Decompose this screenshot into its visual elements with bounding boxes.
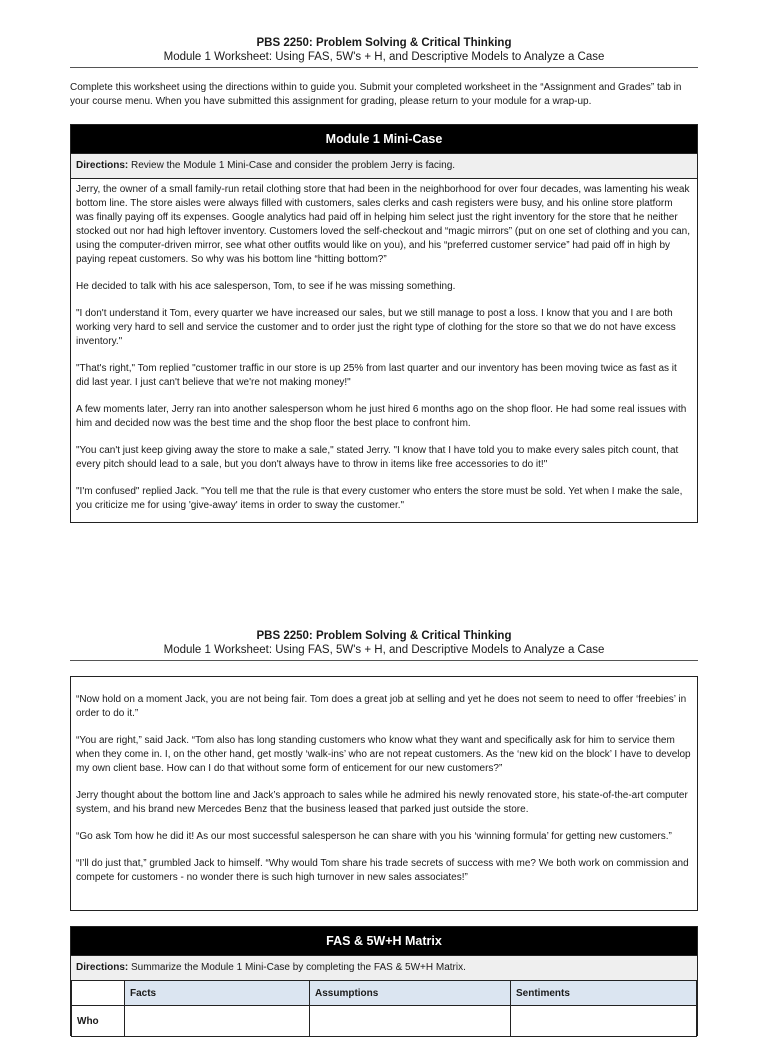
directions-label: Directions: bbox=[76, 160, 129, 171]
matrix-row-who bbox=[72, 1006, 697, 1037]
matrix-title: FAS & 5W+H Matrix bbox=[71, 927, 697, 955]
story-paragraph: “Go ask Tom how he did it! As our most successful salesperson he can share with you his ‘winning formula’ for getting new customers.” bbox=[76, 831, 672, 842]
cell-who-facts[interactable] bbox=[125, 1006, 310, 1037]
directions-text: Summarize the Module 1 Mini-Case by completing the FAS & 5W+H Matrix. bbox=[128, 962, 466, 973]
worksheet-subtitle: Module 1 Worksheet: Using FAS, 5W's + H, and Descriptive Models to Analyze a Case bbox=[163, 51, 605, 63]
story-paragraph: A few moments later, Jerry ran into another salesperson whom he just hired 6 months ago on the shop floor. He had some real issues with him and decided now was the best time and the shop floor the best place to confront him. bbox=[76, 404, 687, 429]
fas-5wh-matrix bbox=[71, 980, 697, 1037]
mini-case-title: Module 1 Mini-Case bbox=[71, 125, 697, 153]
directions-text: Review the Module 1 Mini-Case and consider the problem Jerry is facing. bbox=[128, 160, 456, 171]
matrix-directions bbox=[71, 955, 697, 980]
column-header-assumptions: Assumptions bbox=[310, 981, 511, 1006]
story-paragraph: "That's right," Tom replied "customer traffic in our store is up 25% from last quarter and our inventory has been moving twice as fast as it did last year. I just can't believe that we're not making money!" bbox=[76, 363, 677, 388]
story-paragraph: “Now hold on a moment Jack, you are not being fair. Tom does a great job at selling and yet he does not seem to need to offer ‘freebies’ in order to do it.” bbox=[76, 694, 687, 719]
cell-who-sentiments[interactable] bbox=[511, 1006, 697, 1037]
cell-who-assumptions[interactable] bbox=[310, 1006, 511, 1037]
story-paragraph: He decided to talk with his ace salesperson, Tom, to see if he was missing something. bbox=[76, 281, 456, 292]
story-paragraph: "I'm confused" replied Jack. "You tell me that the rule is that every customer who enters the store must be sold. Yet when I make the sale, you criticize me for using 'give-away' items in order to sway the customer." bbox=[76, 486, 683, 511]
story-paragraph: Jerry thought about the bottom line and Jack’s approach to sales while he admired his newly renovated store, his state-of-the-art computer system, and his brand new Mercedes Benz that the business leased that parked just outside the store. bbox=[76, 790, 688, 815]
story-paragraph: "You can't just keep giving away the store to make a sale," stated Jerry. "I know that I have told you to make every sales pitch count, that every pitch should lead to a sale, but you don't always have to throw in items like free accessories to do it!" bbox=[76, 445, 679, 470]
story-continued-box bbox=[70, 676, 698, 911]
column-header-facts: Facts bbox=[125, 981, 310, 1006]
row-label-who: Who bbox=[72, 1006, 125, 1037]
matrix-header-row bbox=[72, 981, 697, 1006]
course-title: PBS 2250: Problem Solving & Critical Thinking bbox=[256, 630, 512, 642]
mini-case-box bbox=[70, 124, 698, 523]
course-title: PBS 2250: Problem Solving & Critical Thinking bbox=[256, 37, 512, 49]
page-header-2 bbox=[70, 629, 698, 661]
page-header bbox=[70, 36, 698, 68]
worksheet-subtitle: Module 1 Worksheet: Using FAS, 5W's + H, and Descriptive Models to Analyze a Case bbox=[163, 644, 605, 656]
matrix-box bbox=[70, 926, 698, 1036]
column-header-sentiments: Sentiments bbox=[511, 981, 697, 1006]
mini-case-story bbox=[71, 179, 697, 513]
directions-label: Directions: bbox=[76, 962, 129, 973]
matrix-corner-cell bbox=[72, 981, 125, 1006]
story-paragraph: “I’ll do just that,” grumbled Jack to himself. “Why would Tom share his trade secrets of success with me? We both work on commission and compete for customers - no wonder there is such high turnover in new sales associates!” bbox=[76, 858, 689, 883]
story-paragraph: Jerry, the owner of a small family-run retail clothing store that had been in the neighborhood for over four decades, was lamenting his weak bottom line. The store aisles were always filled with customers, sales clerks and cash registers were busy, and his online store platform was finally paying off its expenses. Google analytics had paid off in helping him select just the right inventory for the store that he neither stocked out nor had high leftover inventory. Customers loved the self-checkout and “magic mirrors” (put on one set of clothing and you can, using the computer-driven mirror, see what other outfits would like on you), and his “preferred customer service” had paid off in high by paying repeat customers. So why was his bottom line “hitting bottom?” bbox=[76, 184, 691, 265]
story-paragraph: “You are right,” said Jack. “Tom also has long standing customers who know what they want and specifically ask for him to service them when they come in. I, on the other hand, get mostly ‘walk-ins’ who are not repeat customers. As the ‘new kid on the block’ I have to develop my own client base. How can I do that without some form of enticement for our new customers?” bbox=[76, 735, 691, 774]
story-continued bbox=[71, 677, 697, 885]
intro-text: Complete this worksheet using the directions within to guide you. Submit your completed worksheet in the “Assignment and Grades” tab in your course menu. When you have submitted this assignment for grading, please return to your module for a wrap-up. bbox=[70, 82, 682, 107]
story-paragraph: "I don't understand it Tom, every quarter we have increased our sales, but we still manage to post a loss. I know that you and I are both working very hard to sell and service the customer and to order just the right type of clothing for the store so that we do not have excess inventory." bbox=[76, 308, 676, 347]
mini-case-directions bbox=[71, 153, 697, 179]
